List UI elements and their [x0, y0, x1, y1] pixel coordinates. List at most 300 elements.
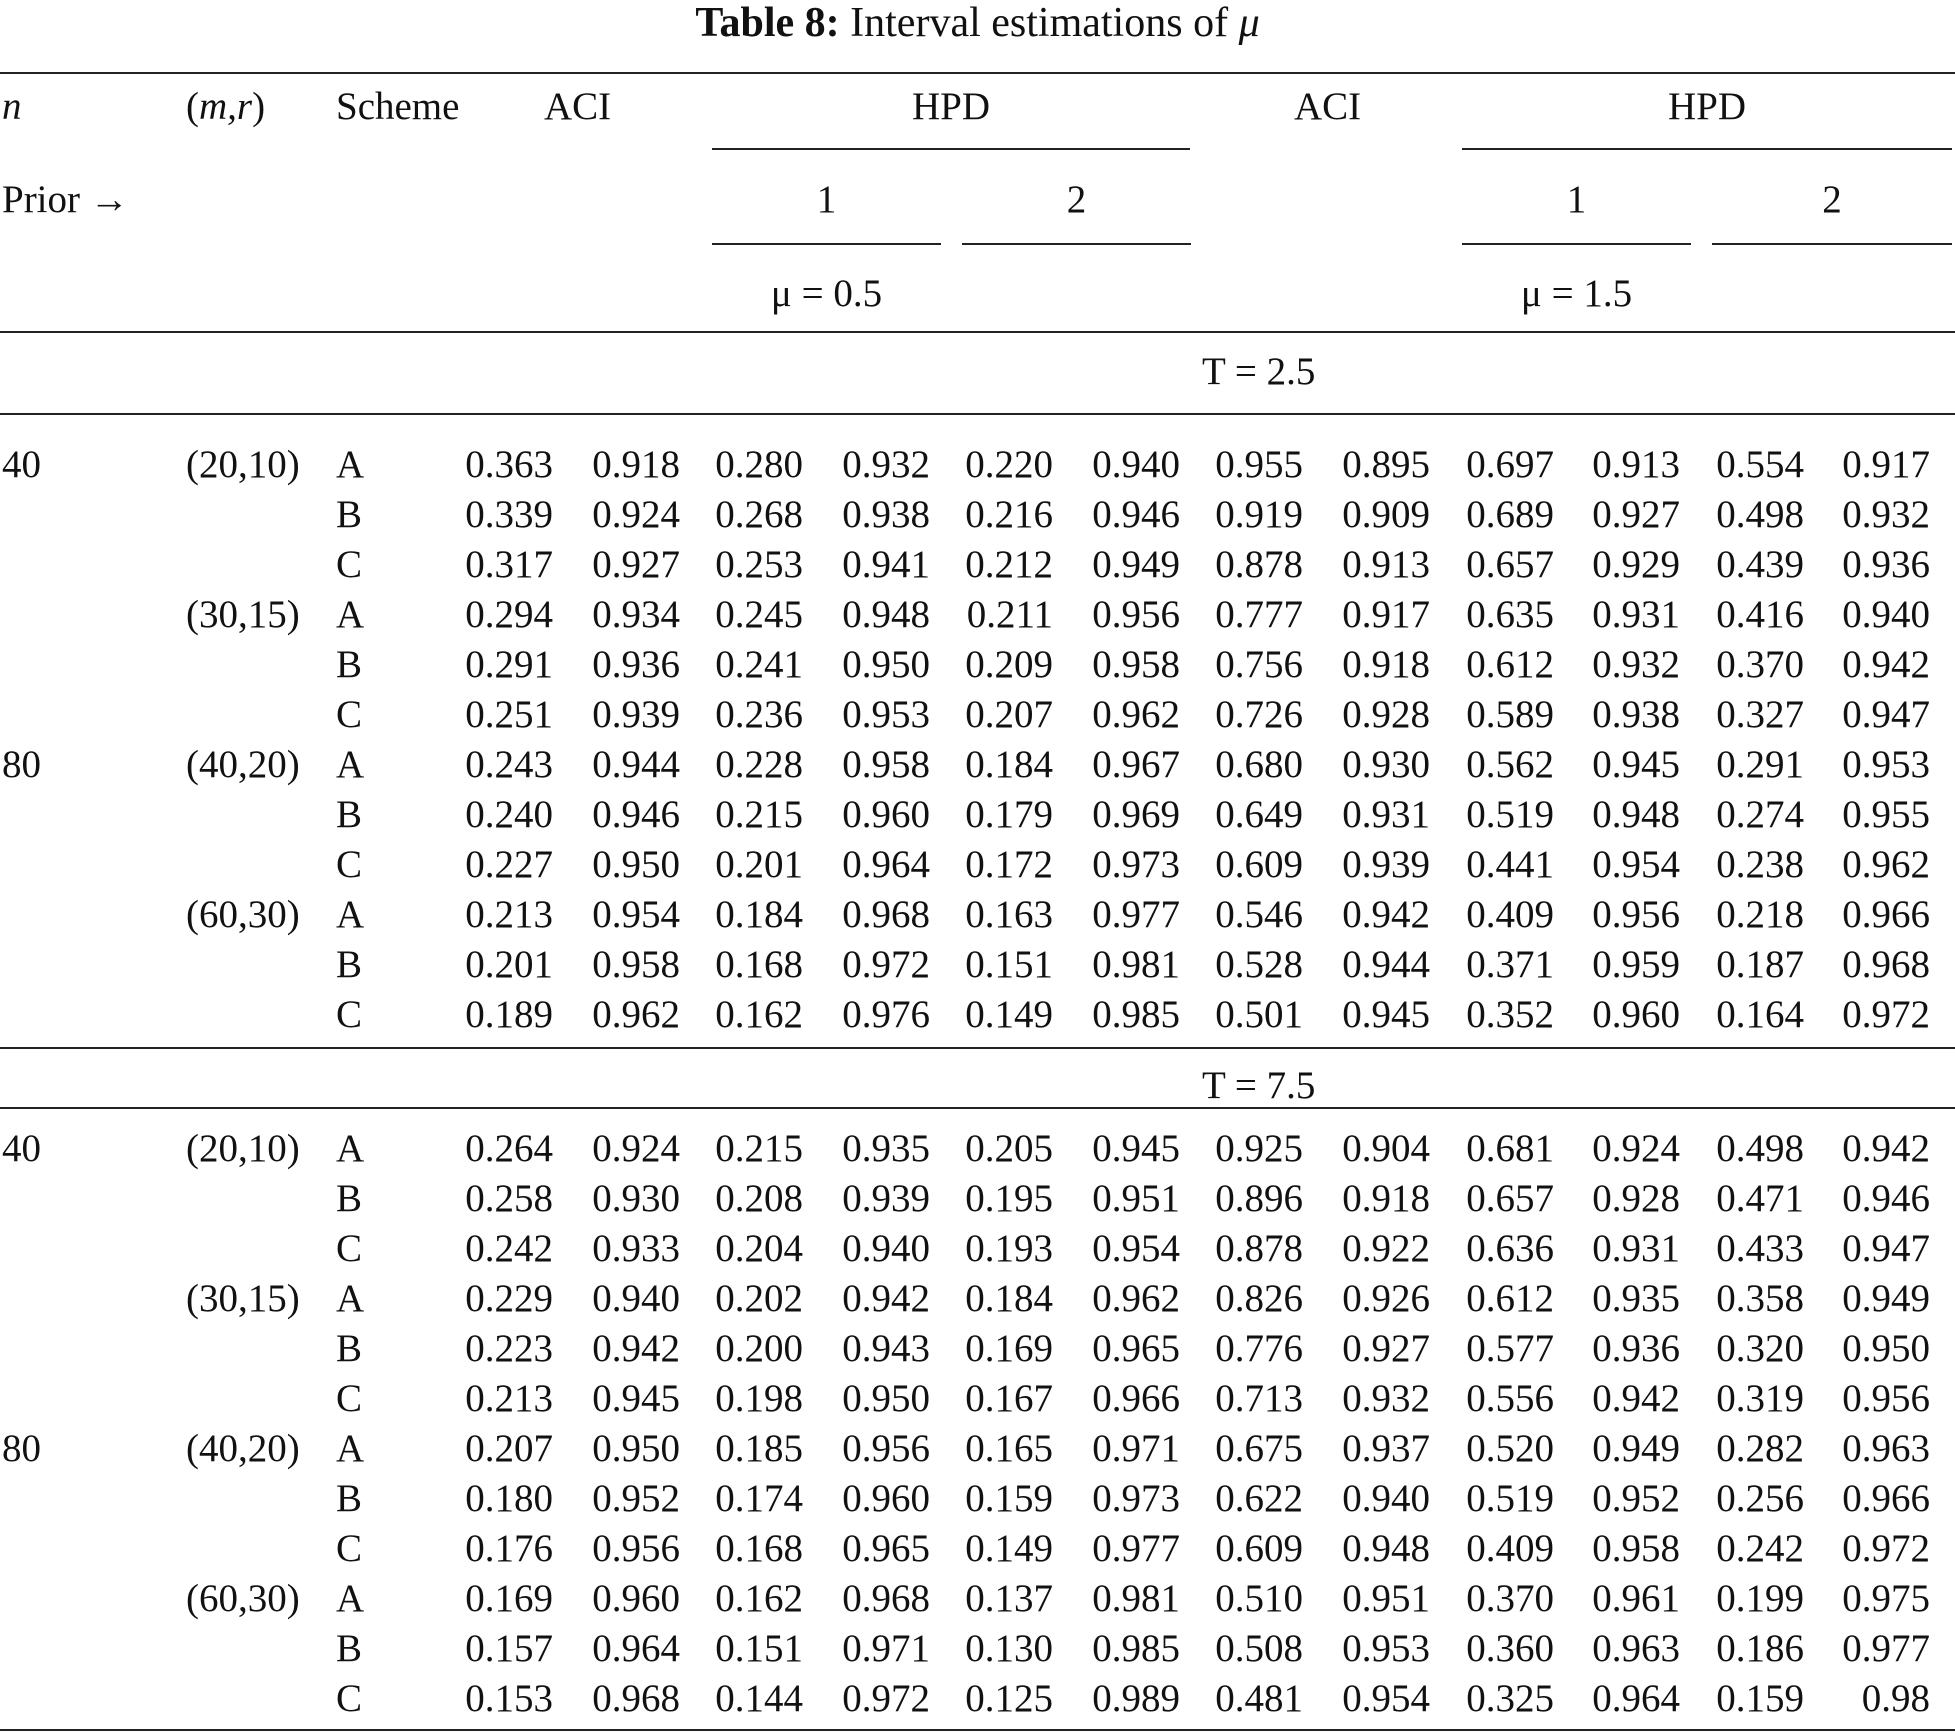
- cell-value: 0.968: [842, 1577, 930, 1620]
- cell-value: 0.319: [1716, 1377, 1804, 1420]
- cell-value: 0.966: [1842, 1477, 1930, 1520]
- cell-value: 0.180: [465, 1477, 553, 1520]
- cell-scheme: A: [336, 1127, 365, 1170]
- cell-value: 0.958: [1092, 643, 1180, 686]
- cell-value: 0.989: [1092, 1677, 1180, 1720]
- header-scheme: Scheme: [336, 85, 460, 128]
- cell-value: 0.953: [1342, 1627, 1430, 1670]
- cell-value: 0.895: [1342, 443, 1430, 486]
- cell-value: 0.208: [715, 1177, 803, 1220]
- prior2-right-rule: [1712, 243, 1952, 245]
- cell-value: 0.954: [1342, 1677, 1430, 1720]
- cell-value: 0.969: [1092, 793, 1180, 836]
- cell-value: 0.363: [465, 443, 553, 486]
- cell-value: 0.216: [965, 493, 1053, 536]
- cell-value: 0.953: [1842, 743, 1930, 786]
- cell-value: 0.940: [1842, 593, 1930, 636]
- cell-value: 0.198: [715, 1377, 803, 1420]
- cell-value: 0.949: [1592, 1427, 1680, 1470]
- cell-value: 0.371: [1466, 943, 1554, 986]
- cell-value: 0.229: [465, 1277, 553, 1320]
- cell-value: 0.159: [965, 1477, 1053, 1520]
- cell-value: 0.950: [1842, 1327, 1930, 1370]
- cell-value: 0.508: [1215, 1627, 1303, 1670]
- cell-value: 0.956: [592, 1527, 680, 1570]
- cell-value: 0.943: [842, 1327, 930, 1370]
- cell-value: 0.162: [715, 1577, 803, 1620]
- cell-value: 0.878: [1215, 543, 1303, 586]
- cell-scheme: B: [336, 1327, 363, 1370]
- cell-value: 0.936: [1842, 543, 1930, 586]
- cell-value: 0.946: [592, 793, 680, 836]
- cell-value: 0.941: [842, 543, 930, 586]
- cell-value: 0.274: [1716, 793, 1804, 836]
- cell-value: 0.948: [1342, 1527, 1430, 1570]
- cell-value: 0.187: [1716, 943, 1804, 986]
- cell-value: 0.657: [1466, 543, 1554, 586]
- cell-value: 0.949: [1092, 543, 1180, 586]
- cell-value: 0.938: [842, 493, 930, 536]
- section1-rule: [0, 413, 1955, 415]
- cell-value: 0.439: [1716, 543, 1804, 586]
- cell-value: 0.952: [1592, 1477, 1680, 1520]
- cell-value: 0.168: [715, 1527, 803, 1570]
- cell-value: 0.202: [715, 1277, 803, 1320]
- cell-value: 0.291: [1716, 743, 1804, 786]
- cell-n: 40: [2, 443, 41, 486]
- cell-value: 0.441: [1466, 843, 1554, 886]
- cell-value: 0.962: [1092, 1277, 1180, 1320]
- cell-value: 0.153: [465, 1677, 553, 1720]
- cell-scheme: B: [336, 643, 363, 686]
- cell-value: 0.370: [1466, 1577, 1554, 1620]
- cell-value: 0.681: [1466, 1127, 1554, 1170]
- cell-value: 0.977: [1092, 893, 1180, 936]
- cell-value: 0.975: [1842, 1577, 1930, 1620]
- cell-value: 0.965: [1092, 1327, 1180, 1370]
- cell-scheme: A: [336, 743, 365, 786]
- cell-mr: (20,10): [186, 1127, 300, 1170]
- cell-value: 0.878: [1215, 1227, 1303, 1270]
- cell-value: 0.972: [1842, 1527, 1930, 1570]
- cell-value: 0.956: [1092, 593, 1180, 636]
- cell-scheme: C: [336, 543, 363, 586]
- cell-scheme: B: [336, 1627, 363, 1670]
- cell-value: 0.918: [1342, 643, 1430, 686]
- cell-value: 0.291: [465, 643, 553, 686]
- header-mr: (m,r): [186, 85, 266, 128]
- cell-scheme: B: [336, 943, 363, 986]
- header-aci-left: ACI: [544, 85, 612, 128]
- cell-value: 0.189: [465, 993, 553, 1036]
- cell-value: 0.925: [1215, 1127, 1303, 1170]
- cell-value: 0.510: [1215, 1577, 1303, 1620]
- cell-value: 0.928: [1592, 1177, 1680, 1220]
- cell-value: 0.945: [592, 1377, 680, 1420]
- hpd-right-rule: [1462, 148, 1952, 150]
- cell-value: 0.179: [965, 793, 1053, 836]
- cell-scheme: A: [336, 1277, 365, 1320]
- cell-value: 0.963: [1592, 1627, 1680, 1670]
- cell-value: 0.149: [965, 993, 1053, 1036]
- cell-scheme: C: [336, 1527, 363, 1570]
- cell-value: 0.245: [715, 593, 803, 636]
- cell-value: 0.942: [1842, 643, 1930, 686]
- cell-value: 0.205: [965, 1127, 1053, 1170]
- cell-value: 0.159: [1716, 1677, 1804, 1720]
- cell-scheme: B: [336, 1477, 363, 1520]
- cell-value: 0.930: [592, 1177, 680, 1220]
- cell-value: 0.223: [465, 1327, 553, 1370]
- cell-value: 0.528: [1215, 943, 1303, 986]
- cell-value: 0.562: [1466, 743, 1554, 786]
- cell-value: 0.264: [465, 1127, 553, 1170]
- cell-value: 0.649: [1215, 793, 1303, 836]
- cell-value: 0.932: [1842, 493, 1930, 536]
- cell-value: 0.282: [1716, 1427, 1804, 1470]
- cell-value: 0.946: [1092, 493, 1180, 536]
- cell-value: 0.186: [1716, 1627, 1804, 1670]
- cell-scheme: A: [336, 1427, 365, 1470]
- cell-value: 0.940: [592, 1277, 680, 1320]
- cell-value: 0.951: [1342, 1577, 1430, 1620]
- cell-value: 0.977: [1842, 1627, 1930, 1670]
- prior1-left-rule: [712, 243, 941, 245]
- cell-value: 0.317: [465, 543, 553, 586]
- cell-value: 0.922: [1342, 1227, 1430, 1270]
- section-label-t2: T = 7.5: [1202, 1064, 1316, 1107]
- header-aci-right: ACI: [1294, 85, 1362, 128]
- cell-value: 0.950: [592, 1427, 680, 1470]
- cell-value: 0.184: [965, 1277, 1053, 1320]
- cell-value: 0.947: [1842, 1227, 1930, 1270]
- cell-value: 0.967: [1092, 743, 1180, 786]
- header-hpd-left: HPD: [911, 85, 991, 128]
- cell-value: 0.184: [715, 893, 803, 936]
- cell-value: 0.971: [842, 1627, 930, 1670]
- cell-value: 0.256: [1716, 1477, 1804, 1520]
- cell-value: 0.937: [1342, 1427, 1430, 1470]
- cell-value: 0.936: [592, 643, 680, 686]
- cell-value: 0.635: [1466, 593, 1554, 636]
- header-n: n: [2, 85, 22, 128]
- cell-value: 0.928: [1342, 693, 1430, 736]
- cell-value: 0.950: [592, 843, 680, 886]
- cell-value: 0.972: [842, 1677, 930, 1720]
- section-label-t1: T = 2.5: [1202, 350, 1316, 393]
- cell-value: 0.958: [592, 943, 680, 986]
- cell-value: 0.498: [1716, 493, 1804, 536]
- cell-value: 0.962: [592, 993, 680, 1036]
- cell-value: 0.955: [1842, 793, 1930, 836]
- cell-scheme: A: [336, 443, 365, 486]
- cell-scheme: C: [336, 1677, 363, 1720]
- cell-value: 0.971: [1092, 1427, 1180, 1470]
- cell-value: 0.726: [1215, 693, 1303, 736]
- cell-value: 0.168: [715, 943, 803, 986]
- cell-scheme: B: [336, 493, 363, 536]
- cell-value: 0.215: [715, 1127, 803, 1170]
- cell-value: 0.935: [842, 1127, 930, 1170]
- cell-value: 0.213: [465, 1377, 553, 1420]
- cell-value: 0.896: [1215, 1177, 1303, 1220]
- cell-value: 0.913: [1342, 543, 1430, 586]
- cell-value: 0.294: [465, 593, 553, 636]
- prior2-left-rule: [962, 243, 1191, 245]
- cell-value: 0.931: [1592, 593, 1680, 636]
- cell-value: 0.956: [842, 1427, 930, 1470]
- cell-value: 0.675: [1215, 1427, 1303, 1470]
- cell-value: 0.951: [1092, 1177, 1180, 1220]
- cell-value: 0.657: [1466, 1177, 1554, 1220]
- cell-value: 0.962: [1842, 843, 1930, 886]
- cell-value: 0.960: [1592, 993, 1680, 1036]
- cell-value: 0.942: [592, 1327, 680, 1370]
- cell-value: 0.917: [1842, 443, 1930, 486]
- cell-value: 0.945: [1092, 1127, 1180, 1170]
- cell-value: 0.904: [1342, 1127, 1430, 1170]
- cell-value: 0.944: [592, 743, 680, 786]
- cell-value: 0.927: [1592, 493, 1680, 536]
- cell-value: 0.909: [1342, 493, 1430, 536]
- cell-scheme: C: [336, 693, 363, 736]
- cell-scheme: C: [336, 993, 363, 1036]
- cell-value: 0.945: [1342, 993, 1430, 1036]
- cell-value: 0.919: [1215, 493, 1303, 536]
- table-caption: [0, 2, 1955, 44]
- header-hpd-right: HPD: [1667, 85, 1747, 128]
- cell-value: 0.960: [842, 1477, 930, 1520]
- cell-value: 0.942: [1342, 893, 1430, 936]
- cell-value: 0.981: [1092, 943, 1180, 986]
- cell-value: 0.280: [715, 443, 803, 486]
- cell-value: 0.251: [465, 693, 553, 736]
- cell-value: 0.201: [715, 843, 803, 886]
- cell-scheme: A: [336, 593, 365, 636]
- cell-value: 0.240: [465, 793, 553, 836]
- cell-value: 0.927: [1342, 1327, 1430, 1370]
- section2-rule: [0, 1107, 1955, 1109]
- cell-value: 0.242: [465, 1227, 553, 1270]
- prior1-left: 1: [816, 178, 837, 221]
- cell-value: 0.409: [1466, 893, 1554, 936]
- cell-value: 0.498: [1716, 1127, 1804, 1170]
- cell-value: 0.954: [592, 893, 680, 936]
- cell-scheme: A: [336, 893, 365, 936]
- cell-value: 0.195: [965, 1177, 1053, 1220]
- cell-value: 0.98: [1861, 1677, 1930, 1720]
- cell-value: 0.945: [1592, 743, 1680, 786]
- cell-value: 0.184: [965, 743, 1053, 786]
- cell-value: 0.950: [842, 1377, 930, 1420]
- cell-value: 0.949: [1842, 1277, 1930, 1320]
- cell-value: 0.360: [1466, 1627, 1554, 1670]
- cell-mr: (40,20): [186, 1427, 300, 1470]
- cell-value: 0.940: [842, 1227, 930, 1270]
- cell-value: 0.339: [465, 493, 553, 536]
- cell-value: 0.207: [465, 1427, 553, 1470]
- cell-value: 0.954: [1092, 1227, 1180, 1270]
- cell-value: 0.968: [842, 893, 930, 936]
- cell-value: 0.756: [1215, 643, 1303, 686]
- cell-value: 0.137: [965, 1577, 1053, 1620]
- section-divider-rule: [0, 1047, 1955, 1049]
- prior2-right: 2: [1822, 178, 1842, 221]
- cell-value: 0.964: [842, 843, 930, 886]
- table-caption-text: Interval estimations of: [850, 0, 1229, 46]
- cell-value: 0.966: [1092, 1377, 1180, 1420]
- cell-value: 0.201: [465, 943, 553, 986]
- cell-value: 0.151: [715, 1627, 803, 1670]
- cell-n: 40: [2, 1127, 41, 1170]
- cell-value: 0.215: [715, 793, 803, 836]
- cell-value: 0.165: [965, 1427, 1053, 1470]
- cell-value: 0.966: [1842, 893, 1930, 936]
- cell-value: 0.933: [592, 1227, 680, 1270]
- cell-value: 0.960: [592, 1577, 680, 1620]
- cell-value: 0.942: [1592, 1377, 1680, 1420]
- cell-value: 0.976: [842, 993, 930, 1036]
- cell-value: 0.939: [1342, 843, 1430, 886]
- cell-value: 0.932: [842, 443, 930, 486]
- cell-value: 0.954: [1592, 843, 1680, 886]
- cell-scheme: C: [336, 1377, 363, 1420]
- cell-value: 0.981: [1092, 1577, 1180, 1620]
- cell-value: 0.939: [592, 693, 680, 736]
- cell-value: 0.185: [715, 1427, 803, 1470]
- table-caption-symbol: μ: [1238, 0, 1260, 46]
- mu-left: μ = 0.5: [770, 272, 883, 315]
- cell-value: 0.972: [842, 943, 930, 986]
- cell-value: 0.174: [715, 1477, 803, 1520]
- cell-mr: (30,15): [186, 1277, 300, 1320]
- cell-value: 0.157: [465, 1627, 553, 1670]
- cell-value: 0.777: [1215, 593, 1303, 636]
- cell-value: 0.370: [1716, 643, 1804, 686]
- table-caption-label: Table 8:: [695, 0, 840, 46]
- cell-value: 0.932: [1342, 1377, 1430, 1420]
- cell-value: 0.519: [1466, 793, 1554, 836]
- cell-value: 0.924: [592, 1127, 680, 1170]
- cell-mr: (60,30): [186, 1577, 300, 1620]
- cell-value: 0.962: [1092, 693, 1180, 736]
- cell-value: 0.125: [965, 1677, 1053, 1720]
- cell-value: 0.958: [842, 743, 930, 786]
- cell-value: 0.680: [1215, 743, 1303, 786]
- cell-value: 0.952: [592, 1477, 680, 1520]
- cell-value: 0.241: [715, 643, 803, 686]
- cell-value: 0.955: [1215, 443, 1303, 486]
- hpd-left-rule: [712, 148, 1190, 150]
- cell-value: 0.940: [1092, 443, 1180, 486]
- cell-value: 0.968: [1842, 943, 1930, 986]
- cell-value: 0.471: [1716, 1177, 1804, 1220]
- cell-value: 0.636: [1466, 1227, 1554, 1270]
- cell-value: 0.213: [465, 893, 553, 936]
- cell-value: 0.167: [965, 1377, 1053, 1420]
- cell-value: 0.207: [965, 693, 1053, 736]
- cell-value: 0.433: [1716, 1227, 1804, 1270]
- prior1-right: 1: [1566, 178, 1587, 221]
- cell-value: 0.162: [715, 993, 803, 1036]
- cell-value: 0.176: [465, 1527, 553, 1570]
- cell-value: 0.577: [1466, 1327, 1554, 1370]
- cell-value: 0.929: [1592, 543, 1680, 586]
- cell-value: 0.926: [1342, 1277, 1430, 1320]
- cell-value: 0.258: [465, 1177, 553, 1220]
- cell-value: 0.960: [842, 793, 930, 836]
- cell-value: 0.268: [715, 493, 803, 536]
- cell-value: 0.776: [1215, 1327, 1303, 1370]
- prior1-right-rule: [1462, 243, 1691, 245]
- cell-value: 0.228: [715, 743, 803, 786]
- cell-scheme: C: [336, 843, 363, 886]
- cell-value: 0.501: [1215, 993, 1303, 1036]
- cell-value: 0.151: [965, 943, 1053, 986]
- cell-value: 0.958: [1592, 1527, 1680, 1570]
- cell-value: 0.918: [1342, 1177, 1430, 1220]
- cell-value: 0.164: [1716, 993, 1804, 1036]
- cell-value: 0.199: [1716, 1577, 1804, 1620]
- cell-value: 0.622: [1215, 1477, 1303, 1520]
- cell-value: 0.959: [1592, 943, 1680, 986]
- cell-value: 0.948: [842, 593, 930, 636]
- cell-value: 0.972: [1842, 993, 1930, 1036]
- cell-value: 0.924: [592, 493, 680, 536]
- cell-value: 0.968: [592, 1677, 680, 1720]
- cell-value: 0.144: [715, 1677, 803, 1720]
- cell-value: 0.609: [1215, 1527, 1303, 1570]
- cell-value: 0.985: [1092, 993, 1180, 1036]
- mu-right: μ = 1.5: [1520, 272, 1633, 315]
- cell-value: 0.520: [1466, 1427, 1554, 1470]
- cell-value: 0.546: [1215, 893, 1303, 936]
- cell-value: 0.973: [1092, 1477, 1180, 1520]
- cell-value: 0.946: [1842, 1177, 1930, 1220]
- cell-value: 0.940: [1342, 1477, 1430, 1520]
- cell-value: 0.934: [592, 593, 680, 636]
- cell-value: 0.236: [715, 693, 803, 736]
- cell-value: 0.243: [465, 743, 553, 786]
- cell-value: 0.149: [965, 1527, 1053, 1570]
- cell-value: 0.948: [1592, 793, 1680, 836]
- cell-value: 0.931: [1592, 1227, 1680, 1270]
- cell-value: 0.826: [1215, 1277, 1303, 1320]
- cell-value: 0.950: [842, 643, 930, 686]
- cell-value: 0.163: [965, 893, 1053, 936]
- cell-scheme: C: [336, 1227, 363, 1270]
- cell-value: 0.913: [1592, 443, 1680, 486]
- cell-value: 0.942: [842, 1277, 930, 1320]
- cell-value: 0.556: [1466, 1377, 1554, 1420]
- cell-value: 0.218: [1716, 893, 1804, 936]
- cell-value: 0.320: [1716, 1327, 1804, 1370]
- cell-mr: (30,15): [186, 593, 300, 636]
- cell-value: 0.169: [465, 1577, 553, 1620]
- cell-value: 0.936: [1592, 1327, 1680, 1370]
- cell-value: 0.609: [1215, 843, 1303, 886]
- cell-value: 0.947: [1842, 693, 1930, 736]
- cell-value: 0.409: [1466, 1527, 1554, 1570]
- cell-value: 0.220: [965, 443, 1053, 486]
- cell-value: 0.942: [1842, 1127, 1930, 1170]
- cell-value: 0.965: [842, 1527, 930, 1570]
- cell-value: 0.931: [1342, 793, 1430, 836]
- cell-value: 0.689: [1466, 493, 1554, 536]
- cell-value: 0.924: [1592, 1127, 1680, 1170]
- cell-value: 0.193: [965, 1227, 1053, 1270]
- cell-value: 0.977: [1092, 1527, 1180, 1570]
